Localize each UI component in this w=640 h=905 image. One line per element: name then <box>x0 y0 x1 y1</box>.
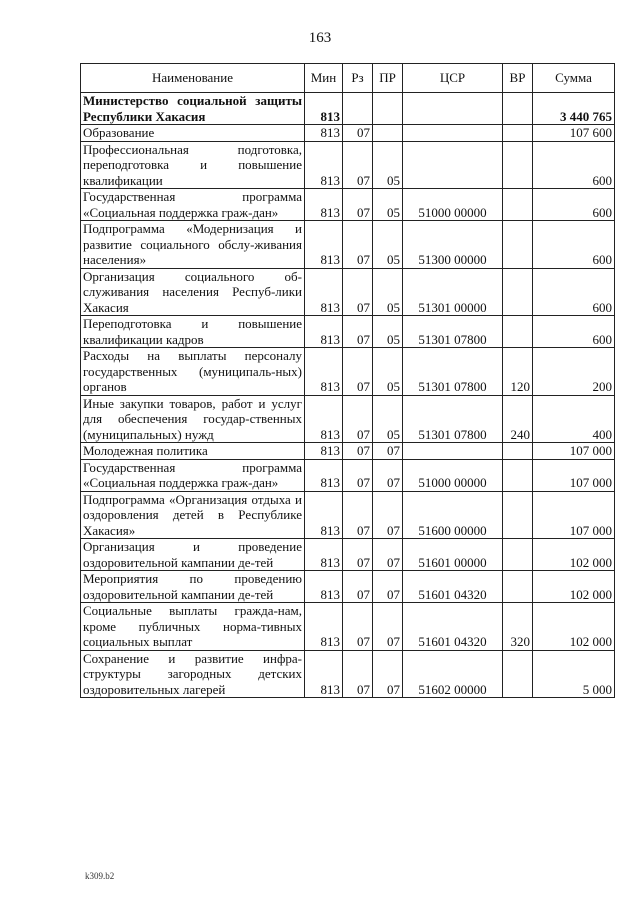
row-vr-cell <box>503 459 533 491</box>
row-min-cell: 813 <box>305 603 343 651</box>
column-header: Наименование <box>81 64 305 93</box>
row-name-cell: Сохранение и развитие инфра-структуры загородных детских оздоровительных лагерей <box>81 650 305 698</box>
row-rz-cell: 07 <box>343 221 373 269</box>
row-name-cell: Переподготовка и повышение квалификации кадров <box>81 316 305 348</box>
row-pr-cell: 07 <box>373 571 403 603</box>
table-row <box>81 189 615 221</box>
row-csr-cell <box>403 93 503 125</box>
row-rz-cell: 07 <box>343 141 373 189</box>
row-vr-cell <box>503 571 533 603</box>
table-row <box>81 650 615 698</box>
row-csr-cell: 51601 00000 <box>403 539 503 571</box>
row-csr-cell: 51601 04320 <box>403 571 503 603</box>
table-row <box>81 459 615 491</box>
row-csr-cell <box>403 125 503 142</box>
row-vr-cell <box>503 189 533 221</box>
table-row <box>81 141 615 189</box>
row-csr-cell <box>403 443 503 460</box>
row-vr-cell <box>503 125 533 142</box>
row-rz-cell: 07 <box>343 268 373 316</box>
row-name-cell: Подпрограмма «Модернизация и развитие социального обслу-живания населения» <box>81 221 305 269</box>
row-csr-cell: 51300 00000 <box>403 221 503 269</box>
row-vr-cell: 240 <box>503 395 533 443</box>
row-pr-cell: 07 <box>373 603 403 651</box>
row-min-cell: 813 <box>305 189 343 221</box>
row-sum-cell: 102 000 <box>533 539 615 571</box>
column-header: Сумма <box>533 64 615 93</box>
table-row <box>81 395 615 443</box>
row-pr-cell: 05 <box>373 221 403 269</box>
table-row <box>81 125 615 142</box>
row-sum-cell: 3 440 765 <box>533 93 615 125</box>
row-sum-cell: 102 000 <box>533 571 615 603</box>
column-header: ПР <box>373 64 403 93</box>
row-min-cell: 813 <box>305 491 343 539</box>
row-rz-cell: 07 <box>343 603 373 651</box>
row-min-cell: 813 <box>305 141 343 189</box>
row-sum-cell: 102 000 <box>533 603 615 651</box>
row-name-cell: Социальные выплаты гражда-нам, кроме публичных норма-тивных социальных выплат <box>81 603 305 651</box>
row-name-cell: Иные закупки товаров, работ и услуг для обеспечения государ-ственных (муниципальных) нужд <box>81 395 305 443</box>
table-row <box>81 443 615 460</box>
row-vr-cell: 320 <box>503 603 533 651</box>
row-min-cell: 813 <box>305 93 343 125</box>
row-name-cell: Молодежная политика <box>81 443 305 460</box>
row-rz-cell: 07 <box>343 443 373 460</box>
page-number: 163 <box>308 30 332 46</box>
row-pr-cell: 07 <box>373 650 403 698</box>
table-row <box>81 348 615 396</box>
row-csr-cell: 51000 00000 <box>403 459 503 491</box>
row-min-cell: 813 <box>305 459 343 491</box>
row-rz-cell <box>343 93 373 125</box>
column-header: ВР <box>503 64 533 93</box>
row-pr-cell: 05 <box>373 189 403 221</box>
row-rz-cell: 07 <box>343 459 373 491</box>
column-header: Мин <box>305 64 343 93</box>
row-pr-cell <box>373 93 403 125</box>
row-vr-cell: 120 <box>503 348 533 396</box>
row-rz-cell: 07 <box>343 539 373 571</box>
table-row <box>81 539 615 571</box>
row-csr-cell <box>403 141 503 189</box>
row-pr-cell: 05 <box>373 268 403 316</box>
row-pr-cell: 05 <box>373 348 403 396</box>
row-min-cell: 813 <box>305 125 343 142</box>
table-row <box>81 268 615 316</box>
row-pr-cell: 07 <box>373 539 403 571</box>
row-name-cell: Образование <box>81 125 305 142</box>
row-min-cell: 813 <box>305 539 343 571</box>
table-header-row <box>81 64 615 93</box>
table-row <box>81 221 615 269</box>
row-sum-cell: 107 000 <box>533 491 615 539</box>
row-rz-cell: 07 <box>343 491 373 539</box>
row-vr-cell <box>503 93 533 125</box>
row-sum-cell: 107 000 <box>533 443 615 460</box>
row-sum-cell: 107 000 <box>533 459 615 491</box>
row-sum-cell: 600 <box>533 316 615 348</box>
row-csr-cell: 51301 07800 <box>403 395 503 443</box>
row-min-cell: 813 <box>305 221 343 269</box>
table-row <box>81 93 615 125</box>
column-header: ЦСР <box>403 64 503 93</box>
row-sum-cell: 600 <box>533 141 615 189</box>
table-body <box>81 93 615 698</box>
row-vr-cell <box>503 650 533 698</box>
row-vr-cell <box>503 221 533 269</box>
row-min-cell: 813 <box>305 395 343 443</box>
row-vr-cell <box>503 491 533 539</box>
row-vr-cell <box>503 316 533 348</box>
row-pr-cell: 07 <box>373 443 403 460</box>
budget-table <box>80 63 615 698</box>
row-rz-cell: 07 <box>343 571 373 603</box>
row-name-cell: Подпрограмма «Организация отдыха и оздоровления детей в Республике Хакасия» <box>81 491 305 539</box>
row-pr-cell: 07 <box>373 459 403 491</box>
row-sum-cell: 5 000 <box>533 650 615 698</box>
row-name-cell: Организация и проведение оздоровительной кампании де-тей <box>81 539 305 571</box>
row-pr-cell <box>373 125 403 142</box>
row-min-cell: 813 <box>305 443 343 460</box>
row-sum-cell: 600 <box>533 221 615 269</box>
row-vr-cell <box>503 443 533 460</box>
row-sum-cell: 600 <box>533 189 615 221</box>
table-row <box>81 316 615 348</box>
row-csr-cell: 51301 00000 <box>403 268 503 316</box>
row-rz-cell: 07 <box>343 189 373 221</box>
row-pr-cell: 07 <box>373 491 403 539</box>
row-vr-cell <box>503 141 533 189</box>
row-name-cell: Мероприятия по проведению оздоровительной кампании де-тей <box>81 571 305 603</box>
row-rz-cell: 07 <box>343 650 373 698</box>
row-csr-cell: 51301 07800 <box>403 348 503 396</box>
table-row <box>81 571 615 603</box>
row-pr-cell: 05 <box>373 316 403 348</box>
row-vr-cell <box>503 539 533 571</box>
row-sum-cell: 107 600 <box>533 125 615 142</box>
row-csr-cell: 51602 00000 <box>403 650 503 698</box>
column-header: Рз <box>343 64 373 93</box>
row-name-cell: Расходы на выплаты персоналу государственных (муниципаль-ных) органов <box>81 348 305 396</box>
row-name-cell: Организация социального об-служивания населения Респуб-лики Хакасия <box>81 268 305 316</box>
row-sum-cell: 600 <box>533 268 615 316</box>
row-sum-cell: 200 <box>533 348 615 396</box>
row-min-cell: 813 <box>305 348 343 396</box>
row-pr-cell: 05 <box>373 395 403 443</box>
row-min-cell: 813 <box>305 650 343 698</box>
row-sum-cell: 400 <box>533 395 615 443</box>
row-min-cell: 813 <box>305 316 343 348</box>
row-pr-cell: 05 <box>373 141 403 189</box>
row-rz-cell: 07 <box>343 395 373 443</box>
row-name-cell: Государственная программа «Социальная поддержка граж-дан» <box>81 459 305 491</box>
table-row <box>81 491 615 539</box>
row-csr-cell: 51601 04320 <box>403 603 503 651</box>
row-min-cell: 813 <box>305 268 343 316</box>
row-min-cell: 813 <box>305 571 343 603</box>
row-vr-cell <box>503 268 533 316</box>
row-rz-cell: 07 <box>343 125 373 142</box>
document-code: k309.b2 <box>85 871 115 881</box>
row-name-cell: Государственная программа «Социальная поддержка граж-дан» <box>81 189 305 221</box>
row-csr-cell: 51000 00000 <box>403 189 503 221</box>
row-rz-cell: 07 <box>343 316 373 348</box>
row-name-cell: Профессиональная подготовка, переподготовка и повышение квалификации <box>81 141 305 189</box>
row-name-cell: Министерство социальной защиты Республики Хакасия <box>81 93 305 125</box>
row-rz-cell: 07 <box>343 348 373 396</box>
row-csr-cell: 51301 07800 <box>403 316 503 348</box>
table-row <box>81 603 615 651</box>
row-csr-cell: 51600 00000 <box>403 491 503 539</box>
